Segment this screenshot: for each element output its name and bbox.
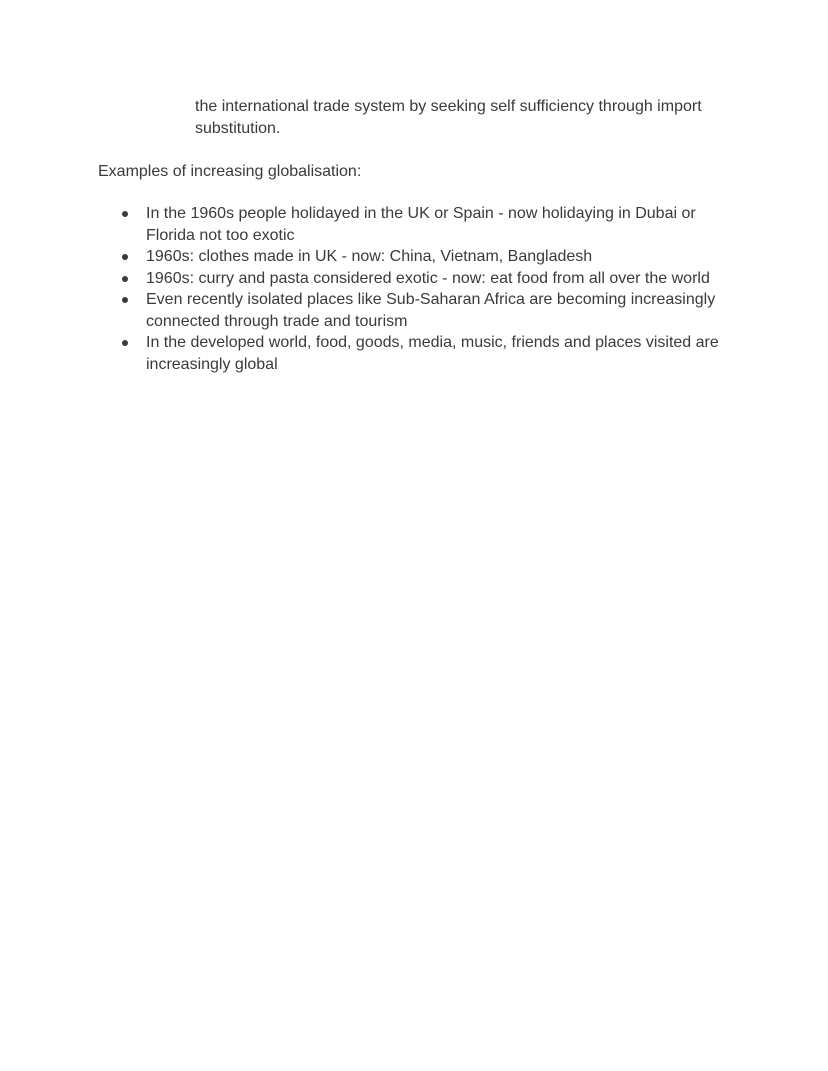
bullet-icon	[122, 276, 128, 282]
list-item-text: Even recently isolated places like Sub-Saharan Africa are becoming increasingly connected through trade and tourism	[146, 291, 716, 330]
list-item	[98, 289, 748, 332]
bullet-icon	[122, 254, 128, 260]
list-item-text: In the developed world, food, goods, media, music, friends and places visited are increasingly global	[146, 334, 719, 373]
list-item-text: 1960s: clothes made in UK - now: China, Vietnam, Bangladesh	[146, 248, 593, 265]
list-item-text: 1960s: curry and pasta considered exotic - now: eat food from all over the world	[146, 269, 710, 287]
bullet-icon	[122, 340, 128, 346]
continued-paragraph: the international trade system by seeking self sufficiency through import substitution.	[195, 98, 702, 137]
bullet-icon	[122, 297, 128, 303]
list-item	[98, 246, 748, 268]
list-item	[98, 332, 748, 375]
section-heading: Examples of increasing globalisation:	[98, 163, 362, 180]
bullet-list	[98, 203, 748, 375]
list-item	[98, 203, 748, 246]
list-item-text: In the 1960s people holidayed in the UK or Spain - now holidaying in Dubai or Florida not too exotic	[146, 205, 696, 244]
list-item	[98, 268, 748, 290]
bullet-icon	[122, 211, 128, 217]
